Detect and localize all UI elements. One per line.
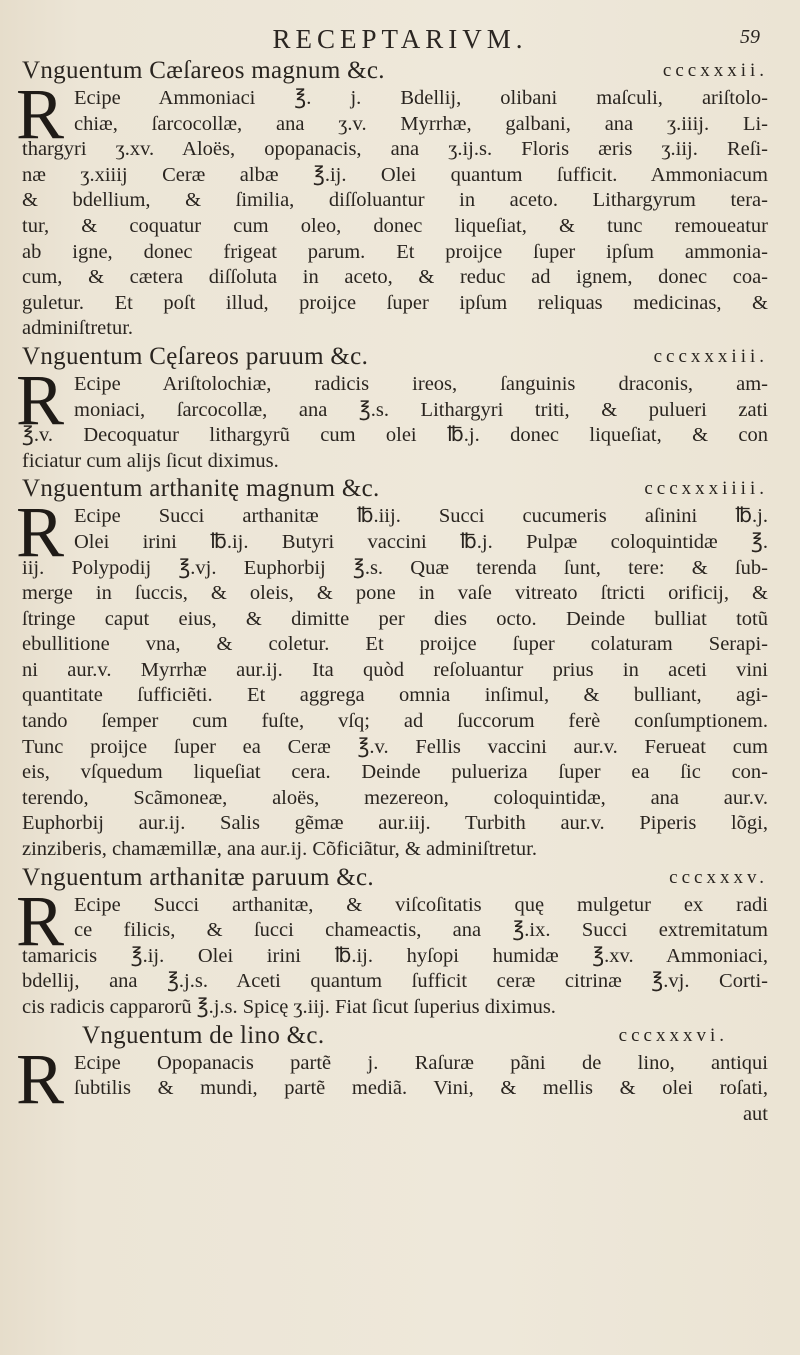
recipe-number: cccxxxv. xyxy=(669,866,768,888)
recipe-number: cccxxxiiii. xyxy=(644,478,768,500)
recipe-heading xyxy=(22,56,768,86)
drop-cap: R xyxy=(16,880,65,961)
text-line: terendo, Scãmoneæ, aloës, mezereon, coloquintidæ, ana aur.v. xyxy=(22,786,768,809)
recipe-body xyxy=(16,880,768,1021)
text-line: Tunc proijce ſuper ea Ceræ ℥.v. Fellis vaccini aur.v. Ferueat cum xyxy=(22,735,768,758)
recipe-heading xyxy=(22,1021,768,1051)
text-line: quantitate ſufficiẽti. Et aggrega omnia inſimul, & bulliant, agi- xyxy=(22,684,768,707)
recipe-number: cccxxxiii. xyxy=(653,345,768,367)
text-line: Olei irini ℔.ij. Butyri vaccini ℔.j. Pulpæ coloquintidæ ℥. xyxy=(74,530,768,553)
text-line: eis, vſquedum liqueſiat cera. Deinde pulueriza ſuper ea ſic con- xyxy=(22,761,768,784)
page-number: 59 xyxy=(740,26,760,48)
text-line: adminiſtretur. xyxy=(22,317,134,340)
text-line: & bdellium, & ſimilia, diſſoluantur in aceto. Lithargyrum tera- xyxy=(22,189,768,212)
text-line: guletur. Et poſt illud, proijce ſuper ipſum reliquas medicinas, & xyxy=(22,291,768,314)
recipe-number: cccxxxvi. xyxy=(618,1024,728,1046)
text-line: ſtringe caput eius, & dimitte per dies octo. Deinde bulliat totũ xyxy=(22,607,768,630)
text-line: ficiatur cum alijs ſicut diximus. xyxy=(22,449,279,472)
recipe-body xyxy=(16,492,768,862)
drop-cap: R xyxy=(16,492,65,573)
text-line: ni aur.v. Myrrhæ aur.ij. Ita quòd reſoluantur prius in aceti vini xyxy=(22,658,768,681)
running-title: RECEPTARIVM. xyxy=(272,24,528,54)
recipe-cccxxxiiii xyxy=(16,474,768,862)
text-line: merge in ſuccis, & oleis, & pone in vaſe vitreato ſtricti orificij, & xyxy=(22,582,768,605)
text-line: tur, & coquatur cum oleo, donec liqueſiat, & tunc remoueatur xyxy=(22,214,768,237)
recipe-cccxxxii xyxy=(16,56,768,342)
recipe-cccxxxiii xyxy=(16,342,768,474)
text-line: thargyri ʒ.xv. Aloës, opopanacis, ana ʒ.ij.s. Floris æris ʒ.iij. Reſi- xyxy=(22,138,768,161)
text-line: Ecipe Succi arthanitæ ℔.iij. Succi cucumeris aſinini ℔.j. xyxy=(74,505,768,528)
text-line: tamaricis ℥.ij. Olei irini ℔.ij. hyſopi humidæ ℥.xv. Ammoniaci, xyxy=(22,944,768,967)
recipe-cccxxxv xyxy=(16,863,768,1021)
recipe-heading xyxy=(22,342,768,372)
catchword: aut xyxy=(742,1102,768,1125)
recipe-body xyxy=(16,74,768,342)
text-line: Ecipe Opopanacis partẽ j. Raſuræ pãni de lino, antiqui xyxy=(74,1051,768,1074)
text-line: ebullitione vna, & coletur. Et proijce ſuper colaturam Serapi- xyxy=(22,633,768,656)
text-line: cum, & cætera diſſoluta in aceto, & reduc ad ignem, donec coa- xyxy=(22,266,768,289)
recipe-title: Vnguentum de lino &c. xyxy=(82,1021,325,1049)
recipe-number: cccxxxii. xyxy=(662,60,768,81)
text-line: tando ſemper cum fuſte, vſq; ad ſuccorum ferè conſumptionem. xyxy=(22,710,768,733)
text-line: Ecipe Succi arthanitæ, & viſcoſitatis quę mulgetur ex radi xyxy=(74,893,768,916)
text-line: Ecipe Ariſtolochiæ, radicis ireos, ſanguinis draconis, am- xyxy=(74,372,768,395)
text-line: ſubtilis & mundi, partẽ mediã. Vini, & mellis & olei roſati, xyxy=(74,1077,768,1100)
recipe-body xyxy=(16,359,768,474)
recipe-title: Vnguentum arthanitę magnum &c. xyxy=(22,475,380,503)
running-head xyxy=(0,24,800,54)
text-line: Ecipe Ammoniaci ℥. j. Bdellij, olibani maſculi, ariſtolo- xyxy=(74,87,768,109)
recipe-heading xyxy=(22,863,768,893)
recipe-title: Vnguentum Cæſareos magnum &c. xyxy=(22,57,385,84)
drop-cap: R xyxy=(16,1038,65,1119)
text-line: næ ʒ.xiiij Ceræ albæ ℥.ij. Olei quantum ſufficit. Ammoniacum xyxy=(22,163,768,186)
recipe-title: Vnguentum arthanitæ paruum &c. xyxy=(22,863,374,891)
text-line: ab igne, donec frigeat parum. Et proijce ſuper ipſum ammonia- xyxy=(22,240,768,263)
page-content xyxy=(16,56,768,1127)
drop-cap: R xyxy=(16,74,65,154)
text-line: ce filicis, & ſucci chameactis, ana ℥.ix. Succi extremitatum xyxy=(74,919,768,942)
recipe-heading xyxy=(22,474,768,504)
text-line: moniaci, ſarcocollæ, ana ℥.s. Lithargyri triti, & pulueri zati xyxy=(74,398,768,421)
text-line: zinziberis, chamæmillæ, ana aur.ij. Cõficiãtur, & adminiſtretur. xyxy=(22,838,537,861)
text-line: bdellij, ana ℥.j.s. Aceti quantum ſufficit ceræ citrinæ ℥.vj. Corti- xyxy=(22,970,768,993)
text-line: iij. Polypodij ℥.vj. Euphorbij ℥.s. Quæ terenda ſunt, tere: & ſub- xyxy=(22,556,768,579)
text-line: ℥.v. Decoquatur lithargyrũ cum olei ℔.j. donec liqueſiat, & con xyxy=(22,424,768,447)
text-line: chiæ, ſarcocollæ, ana ʒ.v. Myrrhæ, galbani, ana ʒ.iiij. Li- xyxy=(74,112,768,135)
recipe-title: Vnguentum Cęſareos paruum &c. xyxy=(22,342,369,370)
drop-cap: R xyxy=(16,359,65,440)
text-line: Euphorbij aur.ij. Salis gẽmæ aur.iij. Turbith aur.v. Piperis lõgi, xyxy=(22,812,768,835)
text-line: cis radicis capparorũ ℥.j.s. Spicę ʒ.iij. Fiat ſicut ſuperius diximus. xyxy=(22,996,556,1018)
